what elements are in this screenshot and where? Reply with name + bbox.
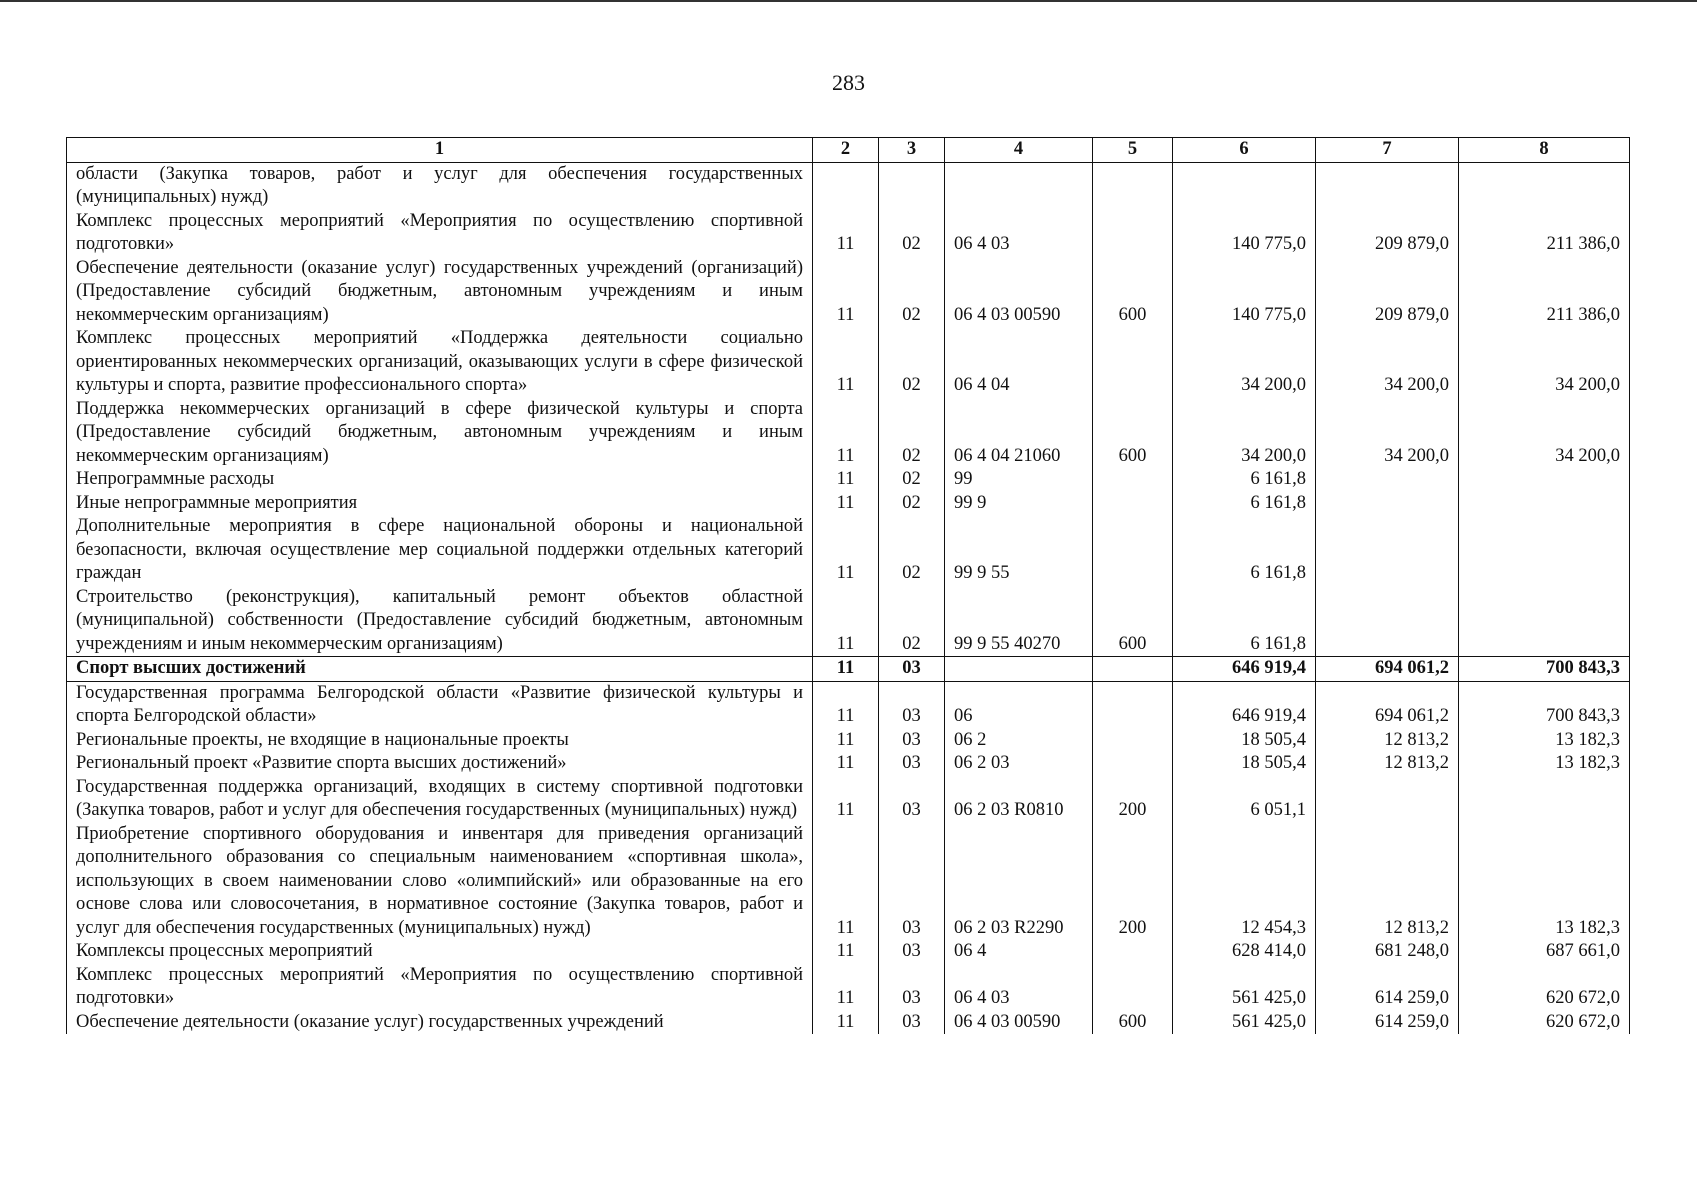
- row-subsection-code: 02: [879, 210, 945, 257]
- budget-table: [66, 137, 1630, 1034]
- row-expense-type-code: [1093, 468, 1173, 492]
- row-subsection-code: 02: [879, 327, 945, 398]
- row-description: Региональный проект «Развитие спорта высших достижений»: [67, 752, 813, 776]
- table-row: [67, 752, 1630, 776]
- row-section-code: 11: [813, 964, 879, 1011]
- row-section-code: 11: [813, 398, 879, 469]
- row-amount-col8: 620 672,0: [1459, 1011, 1630, 1035]
- row-amount-col7: 12 813,2: [1316, 823, 1459, 941]
- table-row: [67, 964, 1630, 1011]
- row-section-code: 11: [813, 515, 879, 586]
- row-amount-col6: 6 051,1: [1173, 776, 1316, 823]
- row-expense-type-code: [1093, 515, 1173, 586]
- row-target-article-code: 06 4 03 00590: [945, 1011, 1093, 1035]
- row-target-article-code: 06 2 03: [945, 752, 1093, 776]
- row-description: Государственная поддержка организаций, входящих в систему спортивной подготовки (Закупка товаров, работ и услуг для обеспечения государственных (муниципальных) нужд): [67, 776, 813, 823]
- row-description: Региональные проекты, не входящие в национальные проекты: [67, 729, 813, 753]
- row-expense-type-code: [1093, 964, 1173, 1011]
- row-expense-type-code: 600: [1093, 398, 1173, 469]
- row-amount-col6: 646 919,4: [1173, 681, 1316, 729]
- row-amount-col7: 694 061,2: [1316, 657, 1459, 682]
- row-section-code: 11: [813, 752, 879, 776]
- row-amount-col7: 209 879,0: [1316, 210, 1459, 257]
- row-section-code: 11: [813, 657, 879, 682]
- row-amount-col8: 13 182,3: [1459, 752, 1630, 776]
- row-amount-col7: 681 248,0: [1316, 940, 1459, 964]
- row-section-code: 11: [813, 681, 879, 729]
- table-row: [67, 940, 1630, 964]
- row-target-article-code: 06: [945, 681, 1093, 729]
- row-amount-col6: 628 414,0: [1173, 940, 1316, 964]
- row-target-article-code: 06 4 03 00590: [945, 257, 1093, 328]
- row-amount-col7: 614 259,0: [1316, 1011, 1459, 1035]
- row-amount-col8: 700 843,3: [1459, 657, 1630, 682]
- row-section-code: [813, 162, 879, 210]
- row-amount-col7: [1316, 515, 1459, 586]
- row-section-code: 11: [813, 729, 879, 753]
- row-amount-col7: [1316, 468, 1459, 492]
- row-subsection-code: 03: [879, 776, 945, 823]
- table-header: [67, 138, 1630, 163]
- table-row: [67, 468, 1630, 492]
- row-amount-col8: 211 386,0: [1459, 257, 1630, 328]
- row-section-code: 11: [813, 257, 879, 328]
- row-amount-col7: 12 813,2: [1316, 752, 1459, 776]
- row-section-code: 11: [813, 586, 879, 657]
- row-subsection-code: 02: [879, 492, 945, 516]
- row-amount-col7: 694 061,2: [1316, 681, 1459, 729]
- row-subsection-code: 02: [879, 586, 945, 657]
- row-expense-type-code: 600: [1093, 1011, 1173, 1035]
- row-expense-type-code: 600: [1093, 586, 1173, 657]
- row-description: Комплексы процессных мероприятий: [67, 940, 813, 964]
- row-amount-col8: [1459, 492, 1630, 516]
- row-expense-type-code: 600: [1093, 257, 1173, 328]
- column-header: 8: [1459, 138, 1630, 163]
- row-description: Комплекс процессных мероприятий «Мероприятия по осуществлению спортивной подготовки»: [67, 964, 813, 1011]
- row-amount-col8: 34 200,0: [1459, 398, 1630, 469]
- row-target-article-code: 06 4 04 21060: [945, 398, 1093, 469]
- row-section-code: 11: [813, 327, 879, 398]
- row-description: Комплекс процессных мероприятий «Поддержка деятельности социально ориентированных некоммерческих организаций, оказывающих услуги в сфере физической культуры и спорта, развитие профессионального спорта»: [67, 327, 813, 398]
- row-amount-col7: [1316, 776, 1459, 823]
- row-target-article-code: 06 2 03 R0810: [945, 776, 1093, 823]
- row-target-article-code: 99 9: [945, 492, 1093, 516]
- row-subsection-code: 03: [879, 681, 945, 729]
- row-subsection-code: 02: [879, 398, 945, 469]
- row-amount-col7: 209 879,0: [1316, 257, 1459, 328]
- row-target-article-code: 06 2 03 R2290: [945, 823, 1093, 941]
- row-description: Государственная программа Белгородской области «Развитие физической культуры и спорта Белгородской области»: [67, 681, 813, 729]
- section-row: [67, 657, 1630, 682]
- column-header: 5: [1093, 138, 1173, 163]
- row-description: Комплекс процессных мероприятий «Мероприятия по осуществлению спортивной подготовки»: [67, 210, 813, 257]
- row-amount-col7: [1316, 586, 1459, 657]
- row-amount-col6: 561 425,0: [1173, 1011, 1316, 1035]
- table-row: [67, 210, 1630, 257]
- row-amount-col8: 34 200,0: [1459, 327, 1630, 398]
- table-row: [67, 327, 1630, 398]
- row-amount-col6: 34 200,0: [1173, 327, 1316, 398]
- row-section-code: 11: [813, 468, 879, 492]
- row-amount-col6: 12 454,3: [1173, 823, 1316, 941]
- column-header: 4: [945, 138, 1093, 163]
- row-subsection-code: 03: [879, 1011, 945, 1035]
- page-number: 283: [832, 70, 865, 95]
- row-target-article-code: 99 9 55 40270: [945, 586, 1093, 657]
- row-amount-col8: [1459, 515, 1630, 586]
- row-expense-type-code: [1093, 492, 1173, 516]
- row-amount-col6: 646 919,4: [1173, 657, 1316, 682]
- row-target-article-code: 06 4 04: [945, 327, 1093, 398]
- row-section-code: 11: [813, 210, 879, 257]
- row-expense-type-code: [1093, 940, 1173, 964]
- table-body: [67, 162, 1630, 1034]
- row-section-code: 11: [813, 823, 879, 941]
- row-amount-col6: [1173, 162, 1316, 210]
- table-row: [67, 515, 1630, 586]
- row-amount-col8: [1459, 162, 1630, 210]
- row-amount-col6: 140 775,0: [1173, 210, 1316, 257]
- table-row: [67, 586, 1630, 657]
- column-header: 2: [813, 138, 879, 163]
- row-subsection-code: 03: [879, 964, 945, 1011]
- row-amount-col8: 13 182,3: [1459, 729, 1630, 753]
- row-description: Обеспечение деятельности (оказание услуг) государственных учреждений: [67, 1011, 813, 1035]
- row-amount-col8: 620 672,0: [1459, 964, 1630, 1011]
- row-amount-col8: [1459, 468, 1630, 492]
- column-header: 1: [67, 138, 813, 163]
- row-target-article-code: 99 9 55: [945, 515, 1093, 586]
- row-expense-type-code: 200: [1093, 823, 1173, 941]
- column-header: 6: [1173, 138, 1316, 163]
- row-amount-col8: 687 661,0: [1459, 940, 1630, 964]
- row-section-code: 11: [813, 1011, 879, 1035]
- row-description: Строительство (реконструкция), капитальный ремонт объектов областной (муниципальной) собственности (Предоставление субсидий бюджетным, автономным учреждениям и иным некоммерческим организациям): [67, 586, 813, 657]
- row-target-article-code: 06 4: [945, 940, 1093, 964]
- table-row: [67, 681, 1630, 729]
- row-target-article-code: [945, 162, 1093, 210]
- row-subsection-code: 03: [879, 940, 945, 964]
- column-header: 7: [1316, 138, 1459, 163]
- row-description: области (Закупка товаров, работ и услуг для обеспечения государственных (муниципальных) нужд): [67, 162, 813, 210]
- row-description: Обеспечение деятельности (оказание услуг) государственных учреждений (организаций) (Предоставление субсидий бюджетным, автономным учреждениям и иным некоммерческим организациям): [67, 257, 813, 328]
- row-description: Дополнительные мероприятия в сфере национальной обороны и национальной безопасности, включая осуществление мер социальной поддержки отдельных категорий граждан: [67, 515, 813, 586]
- row-amount-col8: [1459, 776, 1630, 823]
- row-subsection-code: 02: [879, 257, 945, 328]
- row-description: Спорт высших достижений: [67, 657, 813, 682]
- row-expense-type-code: [1093, 657, 1173, 682]
- row-subsection-code: 03: [879, 823, 945, 941]
- row-amount-col7: 34 200,0: [1316, 398, 1459, 469]
- row-amount-col6: 140 775,0: [1173, 257, 1316, 328]
- column-header: 3: [879, 138, 945, 163]
- table-row: [67, 162, 1630, 210]
- row-subsection-code: 03: [879, 752, 945, 776]
- row-amount-col7: [1316, 162, 1459, 210]
- row-target-article-code: 06 4 03: [945, 210, 1093, 257]
- row-expense-type-code: [1093, 162, 1173, 210]
- table-row: [67, 398, 1630, 469]
- row-subsection-code: [879, 162, 945, 210]
- row-target-article-code: [945, 657, 1093, 682]
- row-subsection-code: 03: [879, 657, 945, 682]
- row-target-article-code: 06 2: [945, 729, 1093, 753]
- row-amount-col6: 18 505,4: [1173, 752, 1316, 776]
- row-amount-col8: 13 182,3: [1459, 823, 1630, 941]
- table-row: [67, 776, 1630, 823]
- table-row: [67, 257, 1630, 328]
- row-subsection-code: 02: [879, 515, 945, 586]
- row-expense-type-code: [1093, 327, 1173, 398]
- row-amount-col6: 6 161,8: [1173, 492, 1316, 516]
- row-description: Приобретение спортивного оборудования и инвентаря для приведения организаций дополнительного образования со специальным наименованием «спортивная школа», использующих в своем наименовании слово «олимпийский» или образованные на его основе слова или словосочетания, в нормативное состояние (Закупка товаров, работ и услуг для обеспечения государственных (муниципальных) нужд): [67, 823, 813, 941]
- row-subsection-code: 02: [879, 468, 945, 492]
- header-row: [67, 138, 1630, 163]
- row-subsection-code: 03: [879, 729, 945, 753]
- row-amount-col7: 614 259,0: [1316, 964, 1459, 1011]
- row-expense-type-code: 200: [1093, 776, 1173, 823]
- row-amount-col6: 6 161,8: [1173, 515, 1316, 586]
- row-expense-type-code: [1093, 729, 1173, 753]
- row-section-code: 11: [813, 940, 879, 964]
- table-row: [67, 492, 1630, 516]
- row-expense-type-code: [1093, 681, 1173, 729]
- top-border-rule: [0, 0, 1697, 2]
- row-amount-col7: 12 813,2: [1316, 729, 1459, 753]
- row-amount-col8: [1459, 586, 1630, 657]
- row-amount-col7: [1316, 492, 1459, 516]
- row-expense-type-code: [1093, 210, 1173, 257]
- row-amount-col6: 18 505,4: [1173, 729, 1316, 753]
- row-amount-col6: 561 425,0: [1173, 964, 1316, 1011]
- row-description: Поддержка некоммерческих организаций в сфере физической культуры и спорта (Предоставление субсидий бюджетным, автономным учреждениям и иным некоммерческим организациям): [67, 398, 813, 469]
- row-amount-col6: 6 161,8: [1173, 586, 1316, 657]
- row-target-article-code: 99: [945, 468, 1093, 492]
- row-amount-col8: 211 386,0: [1459, 210, 1630, 257]
- row-amount-col6: 6 161,8: [1173, 468, 1316, 492]
- row-section-code: 11: [813, 492, 879, 516]
- table-row: [67, 823, 1630, 941]
- row-amount-col8: 700 843,3: [1459, 681, 1630, 729]
- table-row: [67, 1011, 1630, 1035]
- row-amount-col7: 34 200,0: [1316, 327, 1459, 398]
- table-row: [67, 729, 1630, 753]
- row-section-code: 11: [813, 776, 879, 823]
- row-expense-type-code: [1093, 752, 1173, 776]
- row-description: Иные непрограммные мероприятия: [67, 492, 813, 516]
- row-amount-col6: 34 200,0: [1173, 398, 1316, 469]
- row-description: Непрограммные расходы: [67, 468, 813, 492]
- row-target-article-code: 06 4 03: [945, 964, 1093, 1011]
